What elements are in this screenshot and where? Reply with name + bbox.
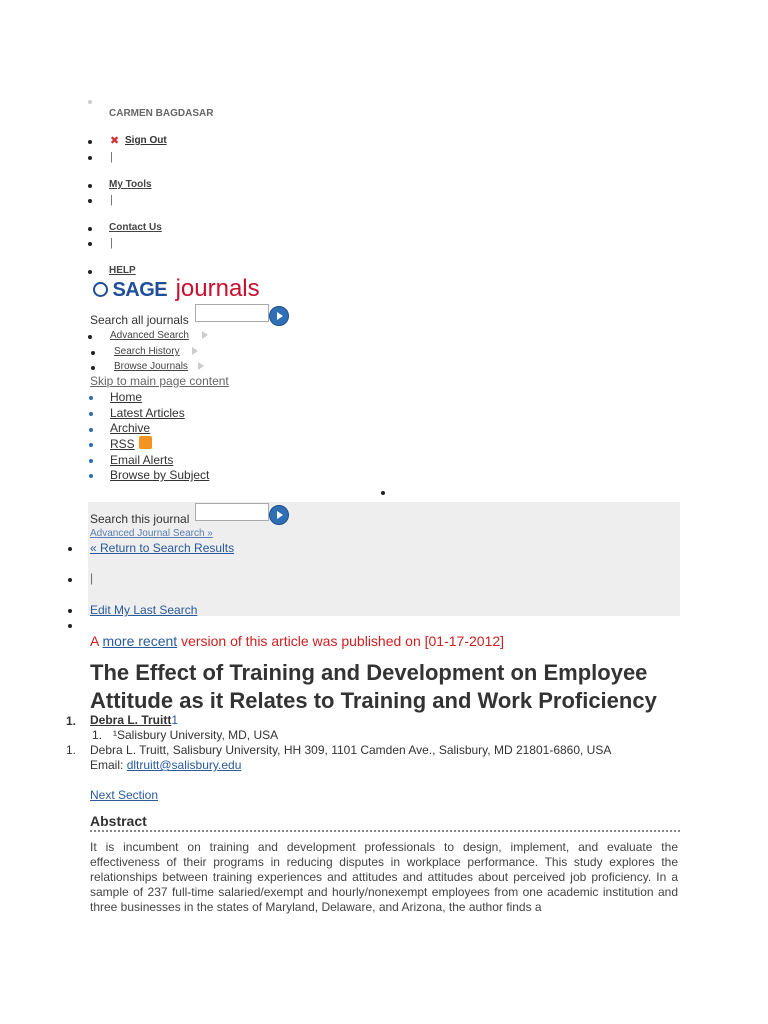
logo-product: journals xyxy=(175,275,260,302)
author-marker: 1. xyxy=(66,714,77,728)
version-notice xyxy=(90,633,504,649)
list-bullet xyxy=(68,578,72,582)
search-all-go-button[interactable] xyxy=(269,306,289,326)
list-bullet xyxy=(88,156,92,160)
next-section-link[interactable]: Next Section xyxy=(90,788,159,802)
list-bullet xyxy=(91,351,95,355)
skip-to-content-link[interactable]: Skip to main page content xyxy=(90,374,229,388)
list-bullet xyxy=(68,547,72,551)
arrow-right-icon xyxy=(192,347,198,355)
separator: | xyxy=(110,237,113,249)
help-link[interactable]: HELP xyxy=(109,265,136,276)
abstract-divider xyxy=(90,830,680,832)
advanced-search-link[interactable]: Advanced Search xyxy=(110,330,189,341)
list-bullet xyxy=(381,491,385,495)
advanced-journal-search-link[interactable]: Advanced Journal Search » xyxy=(90,528,213,539)
search-journal-go-button[interactable] xyxy=(269,505,289,525)
sage-circle-icon xyxy=(93,282,108,297)
author-name[interactable]: Debra L. Truitt xyxy=(90,713,172,727)
list-bullet xyxy=(88,199,92,203)
arrow-right-icon xyxy=(202,331,208,339)
separator: | xyxy=(110,151,113,163)
author-block xyxy=(90,713,178,727)
list-bullet xyxy=(68,609,72,613)
notice-prefix: A xyxy=(90,633,103,649)
abstract-heading: Abstract xyxy=(90,813,147,829)
affiliation: ¹Salisbury University, MD, USA xyxy=(113,728,279,742)
list-bullet xyxy=(88,227,92,231)
notice-suffix: version of this article was published on [01-17-2012] xyxy=(177,633,505,649)
nav-latest-articles[interactable]: Latest Articles xyxy=(110,406,185,420)
list-bullet xyxy=(89,412,93,416)
list-bullet xyxy=(88,140,92,144)
search-all-input[interactable] xyxy=(195,304,269,322)
list-bullet xyxy=(88,242,92,246)
list-bullet xyxy=(89,459,93,463)
sage-journals-logo[interactable] xyxy=(93,275,260,303)
abstract-text: It is incumbent on training and development professionals to design, implement, and evaluate the effectiveness of their programs in reducing disputes in workplace performance. This study explores the relationships between training experiences and attitudes and attitudes about perceived job proficiency. In a sample of 237 full-time salaried/exempt and hourly/nonexempt employees from one academic institution and three businesses in the states of Maryland, Delaware, and Arizona, the author finds a xyxy=(90,840,678,914)
search-journal-label: Search this journal xyxy=(90,512,190,526)
list-bullet xyxy=(89,396,93,400)
list-bullet xyxy=(91,366,95,370)
rss-icon[interactable] xyxy=(139,436,152,449)
nav-archive[interactable]: Archive xyxy=(110,421,151,435)
more-recent-link[interactable]: more recent xyxy=(102,633,178,649)
list-bullet xyxy=(88,184,92,188)
article-title: The Effect of Training and Development on Employee Attitude as it Relates to Training and Work Proficiency xyxy=(90,660,657,713)
return-to-search-link[interactable]: « Return to Search Results xyxy=(90,541,235,555)
search-history-link[interactable]: Search History xyxy=(114,346,180,357)
separator: | xyxy=(90,571,94,585)
logo-brand: SAGE xyxy=(112,279,168,301)
list-bullet xyxy=(88,100,92,104)
arrow-right-icon xyxy=(198,362,204,370)
list-bullet xyxy=(89,443,93,447)
edit-last-search-link[interactable]: Edit My Last Search xyxy=(90,603,198,617)
email-link[interactable]: dltruitt@salisbury.edu xyxy=(126,758,242,772)
search-journal-input[interactable] xyxy=(195,503,269,521)
address-marker: 1. xyxy=(66,743,77,757)
search-all-label: Search all journals xyxy=(90,313,189,327)
affiliation-marker: 1. xyxy=(92,728,103,742)
contact-us-link[interactable]: Contact Us xyxy=(109,222,162,233)
list-bullet xyxy=(89,428,93,432)
nav-home[interactable]: Home xyxy=(110,390,143,404)
list-bullet xyxy=(88,335,92,339)
user-name: CARMEN BAGDASAR xyxy=(109,108,214,119)
list-bullet xyxy=(68,624,72,628)
nav-email-alerts[interactable]: Email Alerts xyxy=(110,453,174,467)
list-bullet xyxy=(88,270,92,274)
browse-journals-link[interactable]: Browse Journals xyxy=(114,361,188,372)
correspondence-address: Debra L. Truitt, Salisbury University, HH 309, 1101 Camden Ave., Salisbury, MD 21801-6860, USA xyxy=(90,743,612,757)
list-bullet xyxy=(89,474,93,478)
my-tools-link[interactable]: My Tools xyxy=(109,179,152,190)
sign-out-icon: ✖ xyxy=(110,135,120,147)
email-label: Email: xyxy=(90,758,127,772)
email-block xyxy=(90,758,241,772)
sign-out-link[interactable]: Sign Out xyxy=(125,135,167,146)
nav-rss[interactable]: RSS xyxy=(110,437,135,451)
author-sup-link[interactable]: 1 xyxy=(171,713,179,727)
separator: | xyxy=(110,194,113,206)
nav-browse-by-subject[interactable]: Browse by Subject xyxy=(110,468,210,482)
